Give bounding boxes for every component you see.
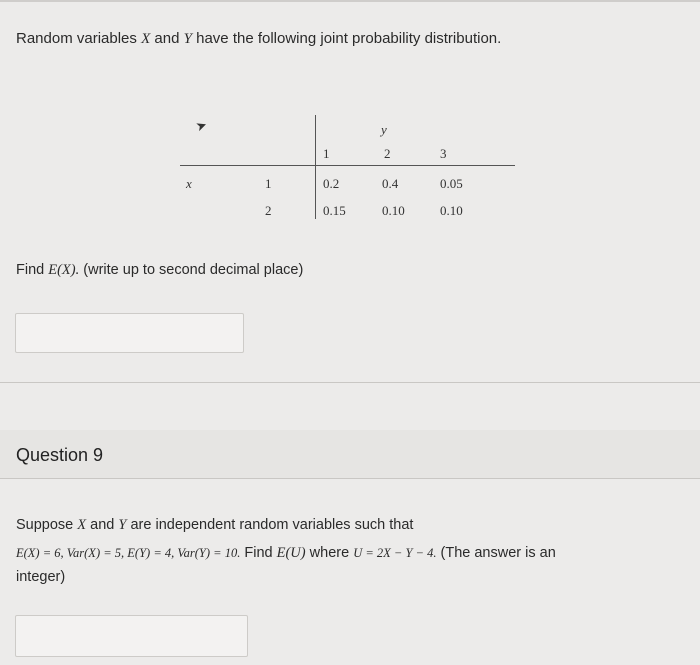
question-8-prompt: Random variables X and Y have the following joint probability distribution. — [16, 30, 502, 47]
given-values: E(X) = 6, Var(X) = 5, E(Y) = 4, Var(Y) = 10. — [16, 546, 241, 560]
variable-y: Y — [118, 517, 127, 533]
top-divider — [0, 0, 700, 2]
section-divider — [0, 382, 700, 383]
table-cell: 0.05 — [440, 176, 463, 191]
question-9-given-line: E(X) = 6, Var(X) = 5, E(Y) = 4, Var(Y) = 10. Find E(U) where U = 2X − Y − 4. (The answer is an — [16, 545, 556, 561]
table-x-value: 1 — [265, 176, 272, 191]
question-9-prompt: Suppose X and Y are independent random variables such that — [16, 517, 414, 533]
table-y-header: y — [381, 122, 387, 137]
question-9-note-cont: integer) — [16, 569, 66, 585]
table-cell: 0.4 — [382, 176, 399, 191]
question-9-title: Question 9 — [16, 445, 104, 465]
table-cell: 0.10 — [440, 203, 463, 218]
table-y-value: 1 — [323, 146, 330, 161]
table-cell: 0.15 — [323, 203, 346, 218]
question-9-header — [0, 430, 700, 478]
table-vertical-rule — [315, 115, 316, 219]
section-divider — [0, 478, 700, 479]
table-horizontal-rule — [180, 165, 515, 166]
table-cell: 0.10 — [382, 203, 405, 218]
question-8-answer-input[interactable] — [15, 313, 244, 353]
mouse-pointer-icon: ➤ — [193, 116, 209, 135]
table-x-header: x — [186, 176, 192, 191]
expectation-expr: E(U) — [276, 545, 306, 561]
table-cell: 0.2 — [323, 176, 340, 191]
variable-x: X — [141, 31, 151, 47]
question-9-answer-input[interactable] — [15, 615, 248, 657]
variable-y: Y — [183, 31, 192, 47]
question-8-find-prompt: Find E(X). (write up to second decimal place) — [16, 262, 304, 278]
expectation-expr: E(X). — [48, 262, 80, 278]
variable-x: X — [77, 517, 87, 533]
u-definition: U = 2X − Y − 4. — [353, 546, 437, 560]
table-y-value: 2 — [384, 146, 391, 161]
table-x-value: 2 — [265, 203, 272, 218]
table-y-value: 3 — [440, 146, 447, 161]
